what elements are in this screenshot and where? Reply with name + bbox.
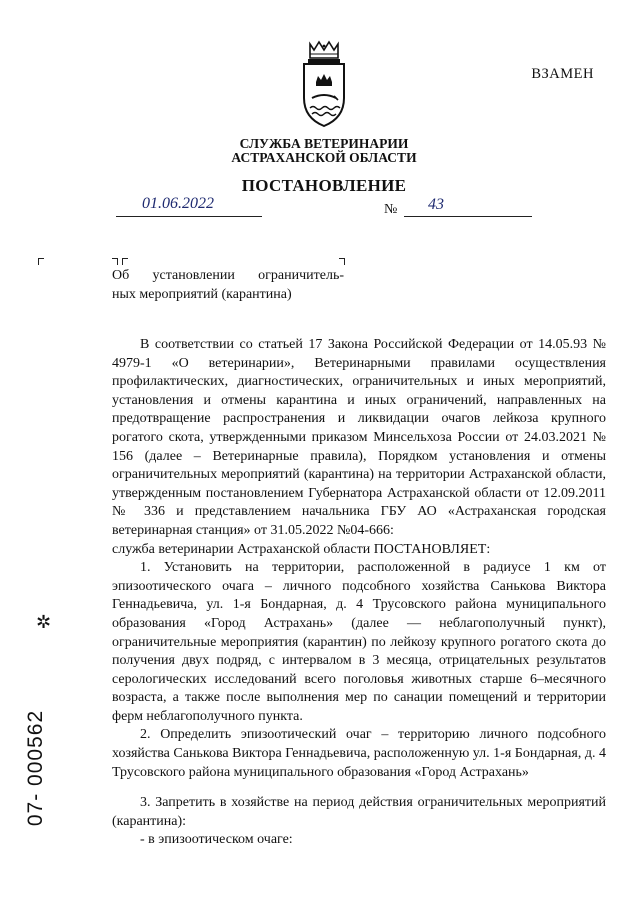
subject-corner-mark-right	[339, 258, 345, 265]
subject-line1: Об установлении ограничитель-	[112, 268, 344, 283]
margin-corner-mark	[38, 258, 44, 265]
date-value: 01.06.2022	[142, 195, 214, 212]
document-subject	[112, 266, 344, 304]
item-1-paragraph: 1. Установить на территории, расположенной в радиусе 1 км от эпизоотического очага – личного подсобного хозяйства Санькова Виктора Геннадьевича, ул. 1-я Бондарная, д. 4 Трусовского района муниципального образования «Город Астрахань» (далее — неблагополучный пункт), ограничительные мероприятия (карантин) по лейкозу крупного рогатого скота до получения двух подряд, с интервалом в 3 месяца, отрицательных результатов серологических исследований всего поголовья животных старше 6–месячного возраста, а также после выполнения мер по санации помещений и территории ферм неблагополучного пункта.	[112, 560, 606, 724]
organization-name-line1: СЛУЖБА ВЕТЕРИНАРИИ	[239, 136, 409, 151]
astrakhan-coat-of-arms-icon	[298, 40, 350, 130]
number-label: №	[384, 202, 398, 217]
document-type-title: ПОСТАНОВЛЕНИЕ	[241, 176, 407, 195]
item-3-subitem: - в эпизоотическом очаге:	[140, 832, 293, 848]
subject-corner-mark-left-b	[122, 258, 128, 265]
organization-name-line2: АСТРАХАНСКОЙ ОБЛАСТИ	[231, 150, 417, 165]
replacement-stamp: ВЗАМЕН	[531, 66, 594, 82]
resolves-paragraph: служба ветеринарии Астраханской области ПОСТАНОВЛЯЕТ:	[112, 541, 491, 557]
margin-serial-number: 07- 000562	[24, 709, 47, 827]
document-body	[112, 336, 606, 850]
item-2-paragraph: 2. Определить эпизоотический очаг – территорию личного подсобного хозяйства Санькова Виктора Геннадьевича, расположенную ул. 1-я Бондарная, д. 4 Трусовского района муниципального образования «Город Астрахань»	[112, 727, 606, 780]
intro-paragraph: В соответствии со статьей 17 Закона Российской Федерации от 14.05.93 № 4979-1 «О ветеринарии», Ветеринарными правилами осуществления профилактических, диагностических, ограничительных и иных мероприятий, установления и отмены карантина и иных ограничений, направленных на предотвращение распространения и ликвидации очагов лейкоза крупного рогатого скота, утвержденными приказом Минсельхоза России от 24.03.2021 № 156 (далее – Ветеринарные правила), Порядком установления и отмены ограничительных мероприятий (карантина) на территории Астраханской области, утвержденным постановлением Губернатора Астраханской области от 12.09.2011 № 336 и представлением начальника ГБУ АО «Астраханская городская ветеринарная станция» от 31.05.2022 №04-666:	[112, 337, 606, 538]
number-field	[404, 198, 532, 217]
date-field	[116, 196, 262, 217]
item-3-paragraph: 3. Запретить в хозяйстве на период действия ограничительных мероприятий (карантина):	[112, 795, 606, 829]
number-value: 43	[428, 196, 444, 213]
subject-corner-mark-left-a	[112, 258, 118, 265]
subject-line2: ных мероприятий (карантина)	[112, 287, 292, 302]
margin-asterisk-mark: ✲	[36, 612, 52, 632]
